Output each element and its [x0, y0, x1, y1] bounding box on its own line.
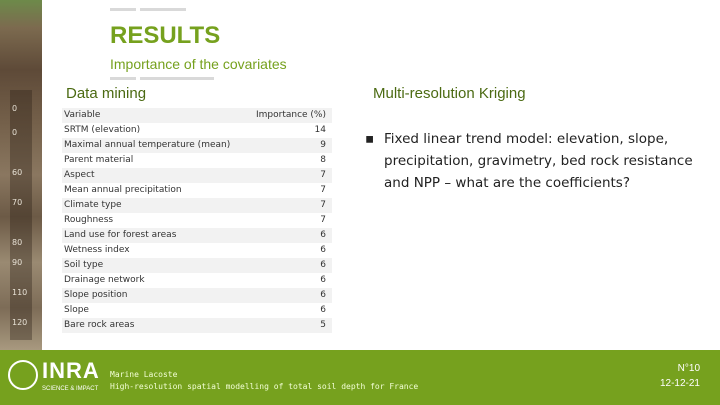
table-row [62, 153, 332, 168]
importance-cell: 6 [247, 258, 332, 273]
ruler-tick: 0 [12, 128, 18, 137]
importance-cell: 6 [247, 228, 332, 243]
kriging-heading: Multi-resolution Kriging [373, 85, 526, 102]
ruler-tick: 0 [12, 104, 18, 113]
column-header-importance: Importance (%) [247, 108, 332, 123]
bullet-text: Fixed linear trend model: elevation, slope, precipitation, gravimetry, bed rock resistance and NPP – what are the coefficients? [384, 131, 693, 191]
table-row [62, 168, 332, 183]
table-row [62, 213, 332, 228]
soil-profile-photo [0, 0, 42, 350]
variable-cell: Aspect [62, 168, 247, 183]
inra-logo [8, 360, 98, 396]
table-header-row [62, 108, 332, 123]
importance-cell: 5 [247, 318, 332, 333]
table-row [62, 258, 332, 273]
ruler-tick: 110 [12, 288, 28, 297]
importance-cell: 9 [247, 138, 332, 153]
talk-title: High-resolution spatial modelling of total soil depth for France [110, 382, 419, 391]
measuring-ruler [10, 90, 32, 340]
table-row [62, 273, 332, 288]
importance-cell: 6 [247, 303, 332, 318]
variable-cell: Soil type [62, 258, 247, 273]
slide-number: N°10 [677, 363, 700, 374]
table-row [62, 228, 332, 243]
importance-cell: 6 [247, 288, 332, 303]
logo-tagline: SCIENCE & IMPACT [42, 386, 99, 392]
decorative-bar [140, 8, 186, 11]
covariate-importance-table [62, 108, 332, 333]
variable-cell: Climate type [62, 198, 247, 213]
table-row [62, 183, 332, 198]
importance-cell: 6 [247, 273, 332, 288]
importance-cell: 6 [247, 243, 332, 258]
importance-cell: 7 [247, 213, 332, 228]
logo-word: INRA [42, 358, 100, 383]
variable-cell: Slope position [62, 288, 247, 303]
table-row [62, 198, 332, 213]
data-mining-heading: Data mining [66, 85, 147, 102]
variable-cell: Drainage network [62, 273, 247, 288]
slide-date: 12-12-21 [659, 378, 700, 389]
importance-cell: 7 [247, 168, 332, 183]
variable-cell: Wetness index [62, 243, 247, 258]
variable-cell: SRTM (elevation) [62, 123, 247, 138]
author-name: Marine Lacoste [110, 370, 178, 379]
kriging-bullet [365, 128, 700, 194]
logo-circle-icon [8, 360, 38, 390]
variable-cell: Land use for forest areas [62, 228, 247, 243]
slide-title: RESULTS [110, 22, 221, 49]
ruler-tick: 120 [12, 318, 28, 327]
table-row [62, 123, 332, 138]
table-row [62, 318, 332, 333]
ruler-tick: 80 [12, 238, 23, 247]
decorative-bar [110, 8, 136, 11]
table-row [62, 138, 332, 153]
importance-cell: 14 [247, 123, 332, 138]
bullet-square-icon: ▪ [365, 131, 375, 147]
decorative-bar [140, 77, 214, 80]
ruler-tick: 60 [12, 168, 23, 177]
column-header-variable: Variable [62, 108, 247, 123]
table-row [62, 288, 332, 303]
variable-cell: Slope [62, 303, 247, 318]
table-row [62, 303, 332, 318]
variable-cell: Roughness [62, 213, 247, 228]
variable-cell: Parent material [62, 153, 247, 168]
ruler-tick: 70 [12, 198, 23, 207]
variable-cell: Maximal annual temperature (mean) [62, 138, 247, 153]
ruler-tick: 90 [12, 258, 23, 267]
importance-cell: 7 [247, 198, 332, 213]
decorative-bar [110, 77, 136, 80]
slide-subtitle: Importance of the covariates [110, 56, 287, 72]
footer-bar [0, 350, 720, 405]
variable-cell: Mean annual precipitation [62, 183, 247, 198]
importance-cell: 7 [247, 183, 332, 198]
importance-cell: 8 [247, 153, 332, 168]
table-row [62, 243, 332, 258]
variable-cell: Bare rock areas [62, 318, 247, 333]
